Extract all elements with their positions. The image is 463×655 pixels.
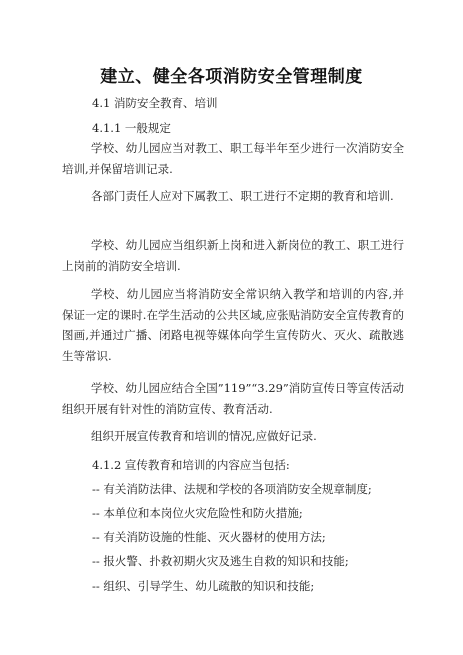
list-item: -- 报火警、扑救初期火灾及逃生自救的知识和技能; [92, 554, 349, 568]
paragraph-curriculum-content: 学校、幼儿园应当将消防安全常识纳入教学和培训的内容,并保证一定的课时.在学生活动的公共区域,应张贴消防安全宣传教育的图画,并通过广播、闭路电视等媒体向学生宣传防火、灭火、疏散逃生等常识. [62, 287, 404, 363]
list-item: -- 本单位和本岗位火灾危险性和防火措施; [92, 506, 303, 520]
list-item: -- 有关消防设施的性能、灭火器材的使用方法; [92, 530, 326, 544]
paragraph-department-training: 各部门责任人应对下属教工、职工进行不定期的教育和培训. [91, 189, 394, 203]
section-heading-4-1-2: 4.1.2 宣传教育和培训的内容应当包括: [92, 458, 290, 472]
list-item: -- 组织、引导学生、幼儿疏散的知识和技能; [92, 579, 315, 593]
paragraph-new-staff-training: 学校、幼儿园应当组织新上岗和进入新岗位的教工、职工进行上岗前的消防安全培训. [62, 238, 404, 273]
section-heading-4-1-1: 4.1.1 一般规定 [92, 121, 171, 135]
section-heading-4-1: 4.1 消防安全教育、培训 [92, 96, 218, 110]
paragraph-records: 组织开展宣传教育和培训的情况,应做好记录. [91, 429, 317, 443]
list-item: -- 有关消防法律、法规和学校的各项消防安全规章制度; [92, 482, 372, 496]
document-title: 建立、健全各项消防安全管理制度 [100, 67, 363, 87]
paragraph-publicity-days: 学校、幼儿园应结合全国”119”“3.29”消防宣传日等宣传活动组织开展有针对性的消防宣传、教育活动. [62, 381, 404, 416]
paragraph-training-frequency: 学校、幼儿园应当对教工、职工每半年至少进行一次消防安全培训,并保留培训记录. [62, 141, 404, 176]
